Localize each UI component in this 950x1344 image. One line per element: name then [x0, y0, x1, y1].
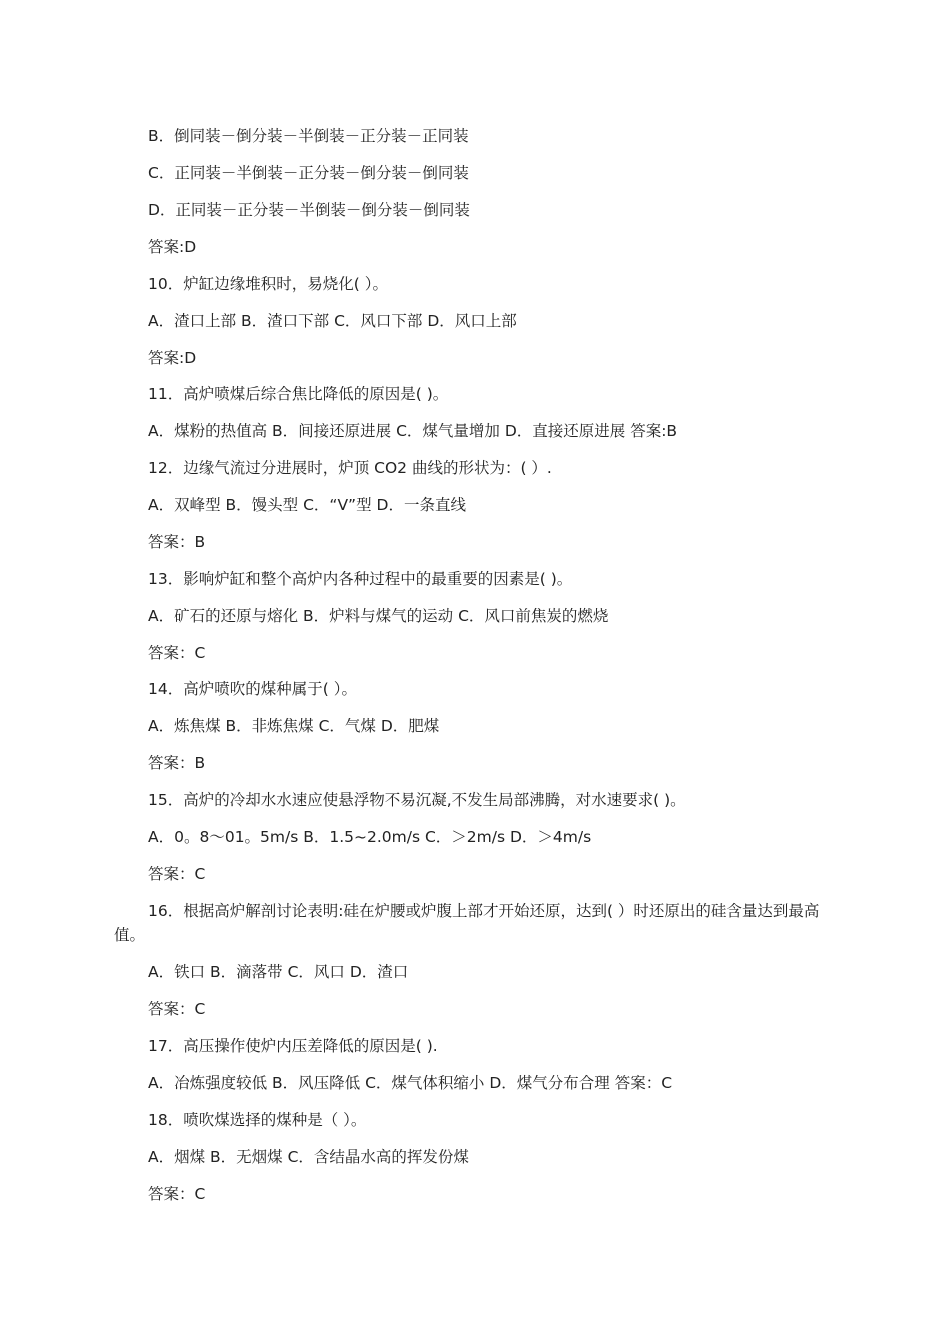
options-13: A．矿石的还原与熔化 B．炉料与煤气的运动 C．风口前焦炭的燃烧 [148, 607, 609, 625]
options-18: A．烟煤 B．无烟煤 C．含结晶水高的挥发份煤 [148, 1148, 469, 1166]
answer-13: 答案：C [148, 644, 206, 662]
options-16: A．铁口 B．滴落带 C．风口 D．渣口 [148, 963, 409, 981]
question-16: 16．根据高炉解剖讨论表明:硅在炉腰或炉腹上部才开始还原，达到( ）时还原出的硅含量达到最高值。 [114, 902, 820, 944]
question-18: 18．喷吹煤选择的煤种是（ ）。 [148, 1111, 367, 1129]
question-10: 10．炉缸边缘堆积时，易烧化( ）。 [148, 275, 388, 293]
answer-15: 答案：C [148, 865, 206, 883]
question-13: 13．影响炉缸和整个高炉内各种过程中的最重要的因素是( )。 [148, 570, 573, 588]
question-12: 12．边缘气流过分进展时，炉顶 CO2 曲线的形状为：( ）. [148, 459, 552, 477]
options-12: A．双峰型 B．馒头型 C．“V”型 D．一条直线 [148, 496, 466, 514]
option-line-9b: B．倒同装－倒分装－半倒装－正分装－正同装 [148, 127, 469, 145]
options-10: A．渣口上部 B．渣口下部 C．风口下部 D．风口上部 [148, 312, 517, 330]
option-line-9c: C．正同装－半倒装－正分装－倒分装－倒同装 [148, 164, 469, 182]
question-11: 11．高炉喷煤后综合焦比降低的原因是( )。 [148, 385, 449, 403]
answer-12: 答案：B [148, 533, 206, 551]
options-answer-11: A．煤粉的热值高 B．间接还原进展 C．煤气量增加 D．直接还原进展 答案:B [148, 422, 678, 440]
options-14: A．炼焦煤 B．非炼焦煤 C．气煤 D．肥煤 [148, 717, 440, 735]
options-answer-17: A．冶炼强度较低 B．风压降低 C．煤气体积缩小 D．煤气分布合理 答案：C [148, 1074, 673, 1092]
answer-14: 答案：B [148, 754, 206, 772]
answer-9: 答案:D [148, 238, 197, 256]
answer-18: 答案：C [148, 1185, 206, 1203]
answer-10: 答案:D [148, 349, 197, 367]
question-15: 15．高炉的冷却水水速应使悬浮物不易沉凝,不发生局部沸腾，对水速要求( )。 [148, 791, 686, 809]
option-line-9d: D．正同装－正分装－半倒装－倒分装－倒同装 [148, 201, 470, 219]
options-15: A．0。8～01。5m/s B．1.5~2.0m/s C．＞2m/s D．＞4m/s [148, 828, 592, 846]
question-17: 17．高压操作使炉内压差降低的原因是( ). [148, 1037, 438, 1055]
question-14: 14．高炉喷吹的煤种属于( ）。 [148, 680, 357, 698]
answer-16: 答案：C [148, 1000, 206, 1018]
